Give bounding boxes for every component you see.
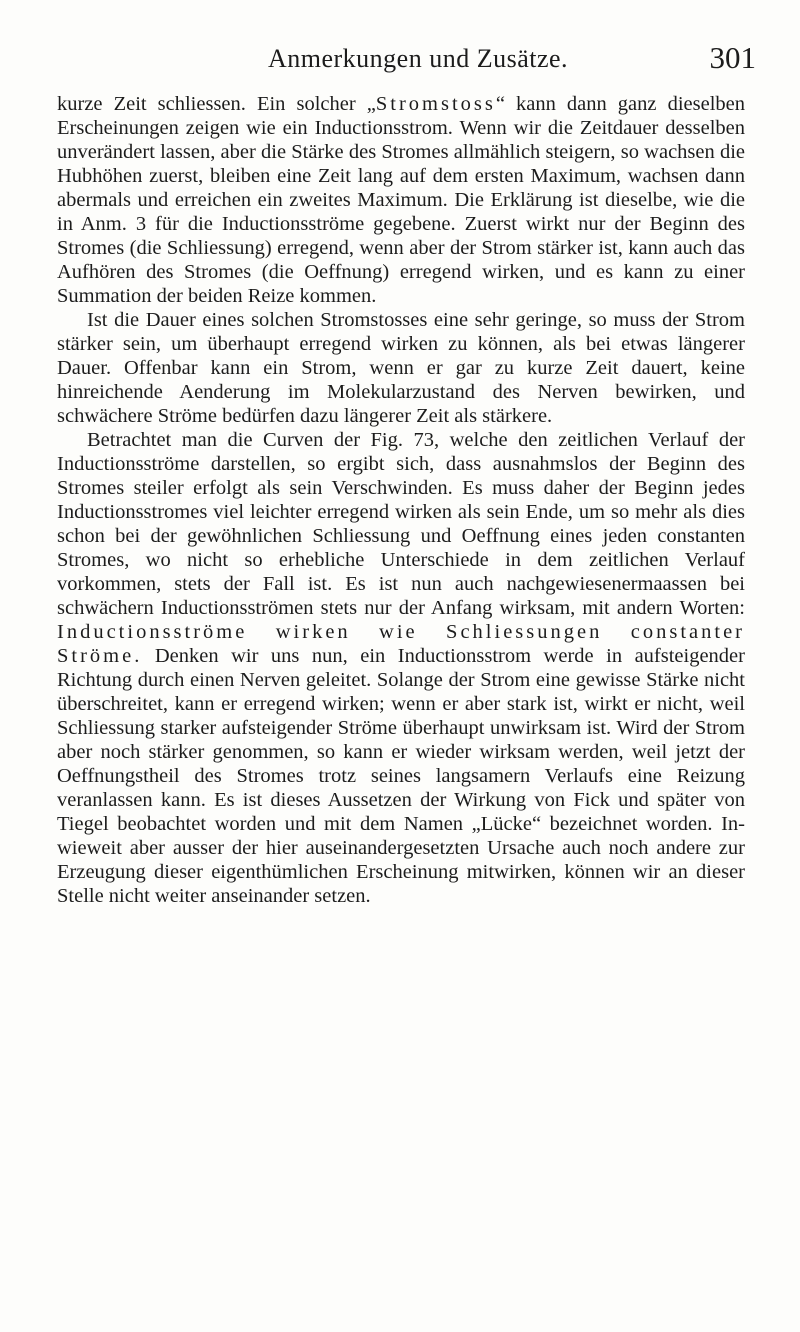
body-text [57, 92, 745, 908]
text-segment: Betrachtet man die Curven der Fig. 73, welche den zeitlichen Verlauf der Inductionsströme darstellen, so ergibt sich, dass ausnahmslos der Beginn des Stromes steiler erfolgt als sein Verschwinden. Es muss daher der Beginn jedes Inductionsstromes viel leichter erregend wirken als sein Ende, um so mehr als dies schon bei der gewöhnlichen Schliessung und Oeffnung eines jeden constanten Stromes, wo nicht so erhebliche Unterschiede in dem zeitlichen Verlauf vorkommen, stets der Fall ist. Es ist nun auch nachgewiesenermaassen bei schwächern Inductionsströmen stets nur der Anfang wirksam, mit andern Worten: [57, 429, 745, 619]
page-number: 301 [709, 40, 756, 75]
emphasized-term-stromstoss: Stromstoss [375, 93, 496, 115]
text-segment: Denken wir uns nun, ein Inductionsstrom werde in aufsteigender Richtung durch einen Nerven geleitet. Solange der Strom eine gewisse Stärke nicht überschreitet, kann er erregend wirken; wenn er aber stark ist, wirkt er nicht, weil Schliessung starker aufsteigender Ströme überhaupt unwirksam ist. Wird der Strom aber noch stärker genommen, so kann er wieder wirksam werden, weil jetzt der Oeffnungstheil des Stromes trotz seines langsamern Verlaufs eine Reizung veranlassen kann. Es ist dieses Aussetzen der Wirkung von Fick und später von Tiegel beobachtet worden und mit dem Namen „Lücke“ bezeichnet worden. Inwieweit aber ausser der hier auseinandergesetzten Ursache auch noch andere zur Erzeugung dieser eigenthümlichen Erscheinung mitwirken, können wir an dieser Stelle nicht weiter anseinander setzen. [57, 645, 745, 907]
running-title: Anmerkungen und Zusätze. [267, 44, 569, 73]
running-header [80, 40, 756, 80]
paragraph-2 [57, 308, 745, 428]
text-segment: Ist die Dauer eines solchen Stromstosses eine sehr geringe, so muss der Strom stärker sein, um überhaupt erregend wirken zu können, als bei etwas längerer Dauer. Offenbar kann ein Strom, wenn er gar zu kurze Zeit dauert, keine hinreichende Aenderung im Molekularzustand des Nerven bewirken, und schwächere Ströme bedürfen dazu längerer Zeit als stärkere. [57, 309, 745, 427]
text-segment: “ kann dann ganz dieselben Erscheinungen zeigen wie ein Inductionsstrom. Wenn wir die Zeitdauer desselben unverändert lassen, aber die Stärke des Stromes allmählich steigern, so wachsen die Hubhöhen zuerst, bleiben eine Zeit lang auf dem ersten Maximum, wachsen dann abermals und erreichen ein zweites Maximum. Die Erklärung ist dieselbe, wie die in Anm. 3 für die Inductionsströme gegebene. Zuerst wirkt nur der Beginn des Stromes (die Schliessung) erregend, wenn aber der Strom stärker ist, kann auch das Aufhören des Stromes (die Oeffnung) erregend wirken, und es kann zu einer Summation der beiden Reize kommen. [57, 93, 745, 307]
emphasized-statement: Inductionsströme wirken wie Schliessungen constanter Ströme. [57, 621, 745, 667]
paragraph-1 [57, 92, 745, 308]
text-segment: kurze Zeit schliessen. Ein solcher „ [57, 93, 376, 115]
paragraph-3 [57, 428, 745, 908]
